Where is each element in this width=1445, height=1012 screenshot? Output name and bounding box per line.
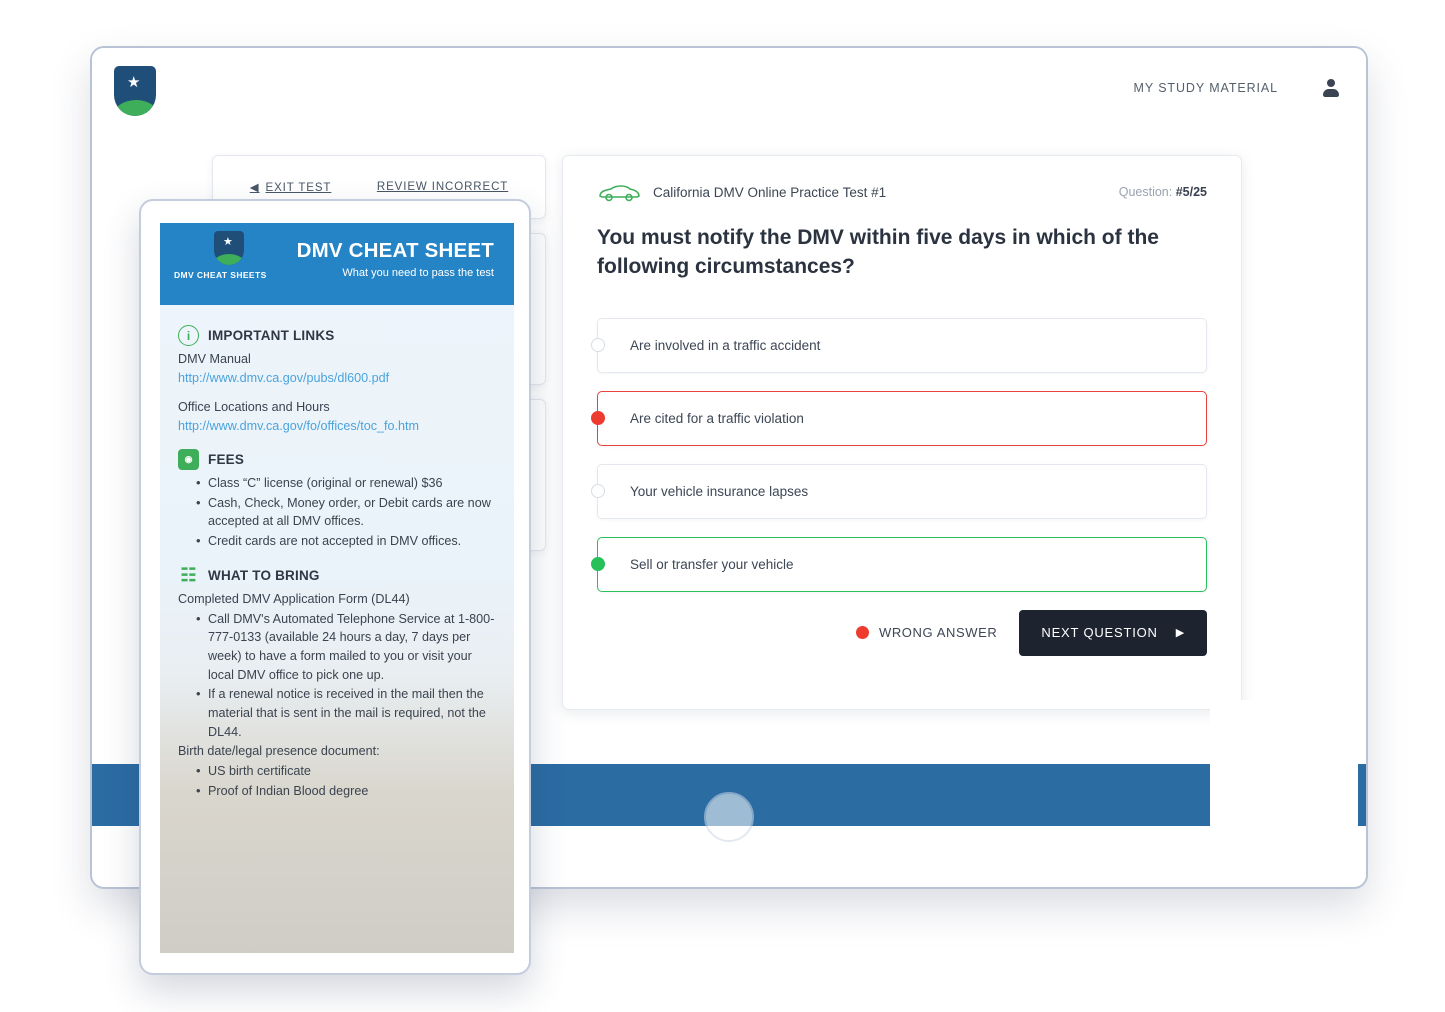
office-locations-link[interactable]: http://www.dmv.ca.gov/fo/offices/toc_fo.htm: [178, 418, 420, 433]
list-item: • Credit cards are not accepted in DMV offices.: [196, 532, 496, 551]
list-item: • Proof of Indian Blood degree: [196, 782, 496, 801]
office-locations-label: Office Locations and Hours: [178, 399, 330, 414]
list-item: • US birth certificate: [196, 762, 496, 781]
question-counter: [1119, 185, 1207, 199]
fees-list: [178, 474, 496, 551]
section-what-to-bring: [178, 565, 496, 801]
back-caret-icon: ◀: [249, 182, 260, 194]
section-header: [178, 449, 496, 470]
dmv-manual-link[interactable]: http://www.dmv.ca.gov/pubs/dl600.pdf: [178, 371, 390, 386]
answer-label: Sell or transfer your vehicle: [630, 556, 794, 572]
answer-option-1[interactable]: [597, 318, 1207, 373]
list-item: • If a renewal notice is received in the mail then the material that is sent in the mail is required, not the DL44.: [196, 685, 496, 741]
question-counter-label: Question:: [1118, 185, 1173, 199]
app-header: [92, 48, 1366, 141]
dmv-shield-logo[interactable]: [114, 66, 156, 116]
chevron-right-icon: ▶: [1175, 627, 1185, 640]
money-icon: ◉: [178, 449, 199, 470]
my-study-material-link[interactable]: MY STUDY MATERIAL: [1133, 81, 1278, 95]
answer-list: [597, 318, 1207, 592]
test-title: California DMV Online Practice Test #1: [653, 184, 887, 200]
hill-shape: [114, 100, 156, 116]
list-item: • Call DMV's Automated Telephone Service at 1-800-777-0133 (available 24 hours a day, 7 days per week) to have a form mailed to you or visit your local DMV office to pick one up.: [196, 610, 496, 685]
test-identity: [597, 182, 886, 202]
answer-option-4[interactable]: [597, 537, 1207, 592]
info-icon: i: [178, 325, 199, 346]
question-card-header: [597, 182, 1207, 202]
answer-option-2[interactable]: [597, 391, 1207, 446]
cheat-sheet-title: DMV CHEAT SHEET: [296, 239, 494, 262]
answer-label: Are cited for a traffic violation: [630, 410, 804, 426]
cheat-sheet-content: [160, 223, 514, 953]
status-badge: [856, 625, 997, 640]
hill-shape: [214, 254, 244, 265]
question-card-footer: [597, 610, 1207, 656]
document-icon: ☷: [180, 564, 197, 585]
list-item: • Cash, Check, Money order, or Debit cards are now accepted at all DMV offices.: [196, 494, 496, 531]
account-icon[interactable]: [1322, 78, 1340, 98]
question-text: You must notify the DMV within five days in which of the following circumstances?: [597, 226, 1159, 278]
cheat-sheet-brand: DMV CHEAT SHEETS: [174, 270, 267, 280]
cheat-sheet-header: [160, 223, 514, 305]
star-icon: ★: [127, 74, 141, 91]
account-body: [1323, 89, 1339, 97]
cheat-sheet-subtitle: What you need to pass the test: [342, 267, 494, 279]
section-title: WHAT TO BRING: [208, 567, 320, 583]
section-important-links: [178, 325, 496, 435]
section-header: [178, 325, 496, 346]
section-header: [178, 565, 496, 586]
list-item: • Class “C” license (original or renewal) $36: [196, 474, 496, 493]
question-card: [562, 155, 1242, 710]
cheat-sheet-shield-icon: [214, 231, 244, 265]
exit-test-label: EXIT TEST: [265, 182, 332, 194]
birth-date-list: [178, 762, 496, 800]
review-incorrect-button[interactable]: REVIEW INCORRECT: [376, 181, 509, 193]
account-head: [1327, 79, 1335, 87]
application-form-label: Completed DMV Application Form (DL44): [178, 591, 410, 606]
answer-bullet-icon: [591, 557, 605, 571]
exit-test-button[interactable]: [250, 180, 332, 194]
shield-shape: [214, 231, 244, 265]
star-icon: ★: [223, 236, 233, 248]
section-title: FEES: [208, 452, 245, 467]
spacer: [178, 388, 496, 398]
header-actions: [1134, 78, 1341, 98]
wrong-answer-dot-icon: [856, 626, 869, 639]
birth-date-note: Birth date/legal presence document:: [178, 744, 380, 759]
car-icon: [597, 182, 641, 202]
status-badge-label: WRONG ANSWER: [878, 625, 998, 641]
next-question-button[interactable]: [1019, 610, 1207, 656]
answer-bullet-icon: [591, 484, 605, 498]
section-fees: [178, 449, 496, 551]
window-corner-fill: [1210, 700, 1358, 852]
cheat-sheet-overlay: [139, 199, 531, 975]
answer-bullet-icon: [591, 411, 605, 425]
section-title: IMPORTANT LINKS: [208, 328, 335, 343]
dmv-manual-label: DMV Manual: [178, 352, 251, 366]
answer-label: Are involved in a traffic accident: [630, 337, 821, 353]
answer-option-3[interactable]: [597, 464, 1207, 519]
shield-shape: [114, 66, 156, 116]
answer-bullet-icon: [591, 338, 605, 352]
question-counter-value: #5/25: [1175, 185, 1207, 199]
next-question-label: NEXT QUESTION: [1041, 625, 1158, 641]
footer-circle-icon: [704, 792, 754, 842]
answer-label: Your vehicle insurance lapses: [630, 483, 809, 499]
what-to-bring-list: [178, 610, 496, 741]
cheat-sheet-body: [160, 305, 514, 825]
